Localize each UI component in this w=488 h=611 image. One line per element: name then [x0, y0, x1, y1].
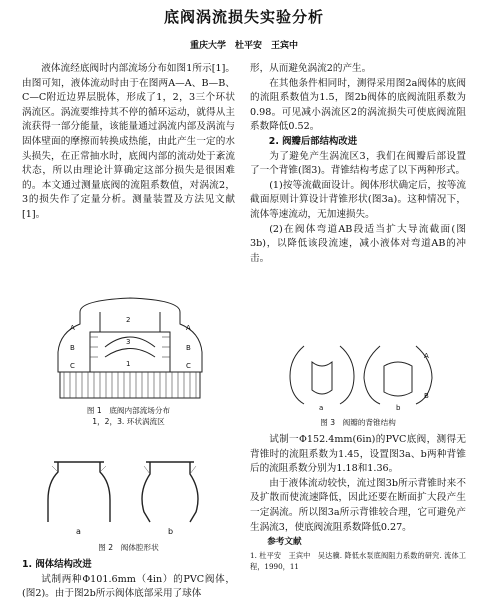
fig3-label-upper-a: A	[424, 352, 429, 360]
fig1-label-zone-1: 1	[126, 360, 131, 368]
figure-3-back-cone	[284, 340, 434, 412]
fig3-label-b: b	[396, 404, 401, 412]
section-2-heading: 2. 阀瓣后部结构改进	[268, 135, 358, 147]
right-paragraph-4: (1)按等流截面设计。阀体形状确定后，按等流截面原则计算设计背锥形状(图3a)。这种情况下，流体等速流动，无加速损失。	[250, 179, 466, 220]
intro-paragraph: 液体流经底阀时内部流场分布如图1所示[1]。由图可知，液体流动时由于在图两A—A、B—B、C—C附近边界层脱体，形成了1，2，3三个环状涡流区。涡流要维持其不停的循环运动，就得从主流获得一部分能量，该能量通过涡流内部及涡流与固体壁面的摩擦而转换成热能，由此产生一定的水头损失，在正常抽水时，底阀内部的流动处于紊流状态，所以由理论计算确定这部分损失是很困难的。本文通过测量底阀的流阻系数值，对涡流2，3的损失作了定量分析。测量装置及方法见文献[1]。	[22, 63, 235, 220]
section-1-text: 试制两种Φ101.6mm（4in）的PVC阀体，(图2)。由于图2b所示阀体底部采用了球体	[22, 573, 235, 600]
right-paragraph-2: 在其他条件相同时，测得采用图2a阀体的底阀的流阻系数值为1.5，图2b阀体的底阀流阻系数为0.98。可见减小涡流区2的涡流损失可使底阀流阻系数降低0.52。	[250, 77, 466, 133]
fig1-label-c-left: C	[70, 362, 75, 370]
right-paragraph-5: (2)在阀体弯道AB段适当扩大导流截面(图3b)，以降低该段流速，减小液体对弯道AB的冲击。	[250, 223, 466, 264]
figure-2-body-shapes	[40, 452, 220, 536]
right-column-bottom	[250, 433, 466, 572]
figure-1-subcaption: 1，2，3. 环状涡流区	[92, 417, 165, 426]
fig3-label-a: a	[319, 404, 324, 412]
left-column-intro	[22, 62, 235, 223]
left-column-section-1	[22, 558, 235, 602]
references-heading: 参考文献	[267, 537, 302, 548]
fig1-label-b-right: B	[186, 344, 191, 352]
figure-2-caption: 图 2 阀体腔形状	[98, 543, 159, 552]
fig1-label-b-left: B	[70, 344, 75, 352]
right-paragraph-1: 形，从而避免涡流2的产生。	[250, 63, 372, 74]
fig3-label-upper-b: B	[424, 392, 429, 400]
figure-1-valve-section	[30, 292, 230, 402]
article-authors: 重庆大学 杜平安 王宾中	[189, 41, 298, 51]
fig1-label-a-right: A	[186, 324, 191, 332]
right-paragraph-3: 为了避免产生涡流区3，我们在阀瓣后部设置了一个背锥(图3)。背锥结构考虑了以下两种形式。	[250, 150, 466, 177]
fig1-label-zone-2: 2	[126, 316, 131, 324]
fig2-label-b: b	[168, 527, 174, 536]
fig1-label-a-left: A	[70, 324, 75, 332]
right-column-top	[250, 62, 466, 266]
fig1-label-zone-3: 3	[126, 338, 131, 346]
figure-3-caption: 图 3 阀瓣的背锥结构	[320, 418, 396, 427]
article-title: 底阀涡流损失实验分析	[163, 8, 324, 26]
right-paragraph-7: 由于液体流动较快，流过图3b所示背锥时来不及扩散而使流速降低，因此还要在断面扩大段产生一定涡流。所以图3a所示背锥较合理，它可避免产生涡流3，使底阀流阻系数降低0.27。	[250, 477, 466, 533]
section-1-heading: 1. 阀体结构改进	[22, 559, 92, 570]
reference-1: 1. 杜平安 王宾中 吴达骥. 降低水泵底阀阻力系数的研究. 流体工程，1990，11	[250, 550, 466, 571]
fig2-label-a: a	[76, 527, 81, 536]
fig1-label-c-right: C	[186, 362, 191, 370]
right-paragraph-6: 试制一Φ152.4mm(6in)的PVC底阀，测得无背锥时的流阻系数为1.45，设置图3a、b两种背锥后的流阻系数分别为1.18和1.36。	[250, 434, 466, 475]
figure-1-caption: 图 1 底阀内部流场分布	[86, 406, 171, 415]
